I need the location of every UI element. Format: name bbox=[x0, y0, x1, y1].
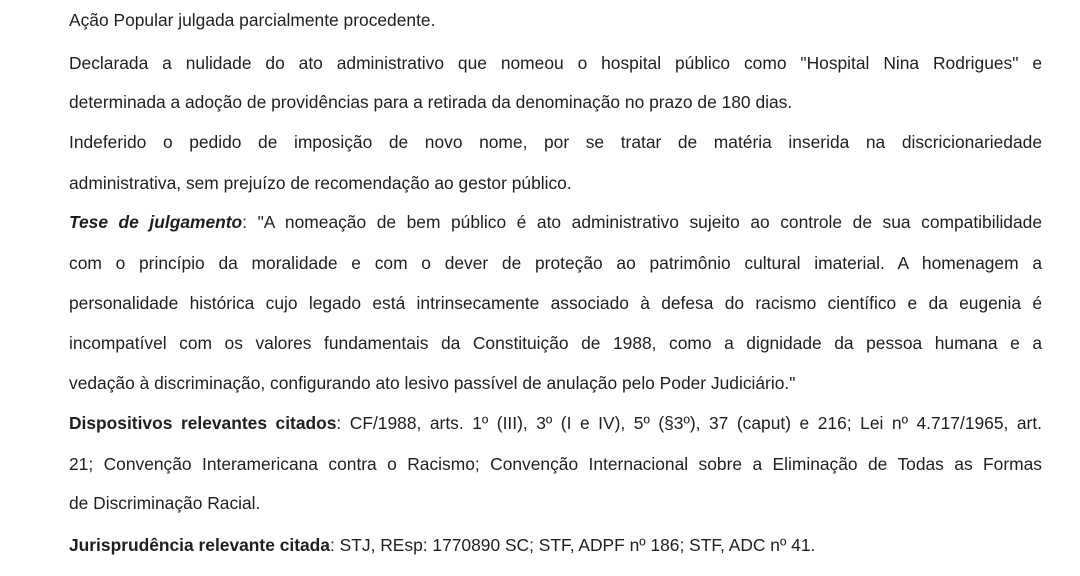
thesis-label: Tese de julgamento bbox=[69, 212, 243, 232]
jurisprudence-label: Jurisprudência relevante citada bbox=[69, 535, 330, 555]
jurisprudence-line bbox=[69, 533, 1042, 557]
thesis-line-1 bbox=[69, 210, 1042, 234]
provisions-line-2: 21; Convenção Interamericana contra o Racismo; Convenção Internacional sobre a Eliminação de Todas as Formas bbox=[69, 454, 1042, 474]
ruling-line: Ação Popular julgada parcialmente procedente. bbox=[69, 10, 436, 30]
denial-line-2: administrativa, sem prejuízo de recomendação ao gestor público. bbox=[69, 173, 572, 193]
provisions-line-3: de Discriminação Racial. bbox=[69, 493, 261, 513]
thesis-line-4: incompatível com os valores fundamentais da Constituição de 1988, como a dignidade da pessoa humana e a bbox=[69, 333, 1042, 353]
thesis-line-3: personalidade histórica cujo legado está intrinsecamente associado à defesa do racismo científico e da eugenia é bbox=[69, 293, 1042, 313]
nullity-line-1: Declarada a nulidade do ato administrativo que nomeou o hospital público como "Hospital Nina Rodrigues" e bbox=[69, 53, 1042, 73]
thesis-text: : "A nomeação de bem público é ato administrativo sujeito ao controle de sua compatibilidade bbox=[242, 212, 1042, 232]
provisions-text: : CF/1988, arts. 1º (III), 3º (I e IV), 5º (§3º), 37 (caput) e 216; Lei nº 4.717/1965, art. bbox=[336, 413, 1042, 433]
provisions-label: Dispositivos relevantes citados bbox=[69, 413, 337, 433]
jurisprudence-text: : STJ, REsp: 1770890 SC; STF, ADPF nº 186; STF, ADC nº 41. bbox=[329, 535, 816, 555]
provisions-line-1 bbox=[69, 411, 1042, 435]
denial-line-1: Indeferido o pedido de imposição de novo nome, por se tratar de matéria inserida na discricionariedade bbox=[69, 132, 1042, 152]
nullity-line-2: determinada a adoção de providências para a retirada da denominação no prazo de 180 dias. bbox=[69, 92, 793, 112]
thesis-line-2: com o princípio da moralidade e com o dever de proteção ao patrimônio cultural imaterial. A homenagem a bbox=[69, 253, 1042, 273]
thesis-line-5: vedação à discriminação, configurando ato lesivo passível de anulação pelo Poder Judiciário." bbox=[69, 373, 796, 393]
